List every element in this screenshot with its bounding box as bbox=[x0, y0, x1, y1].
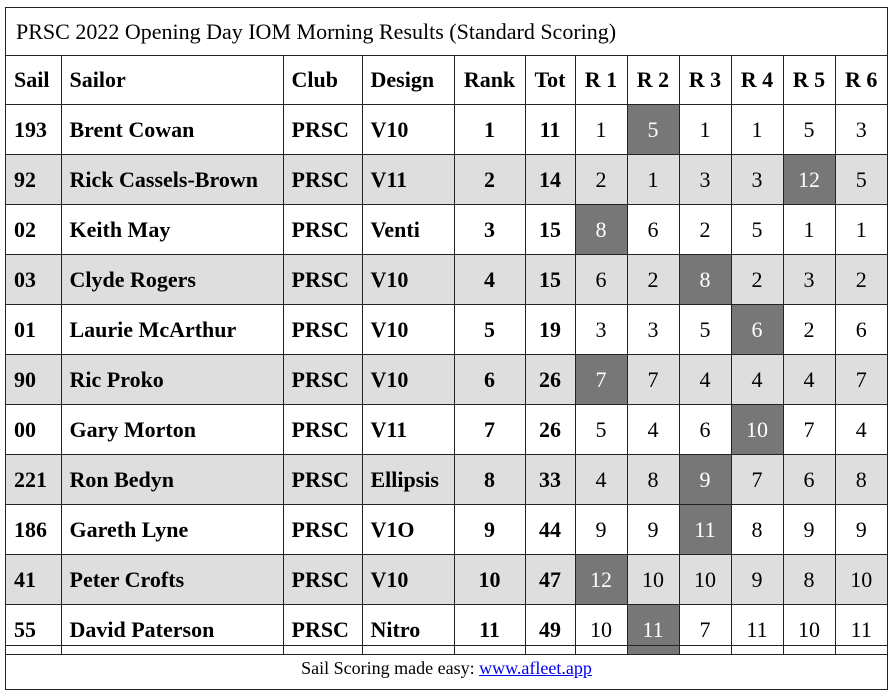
header-r1: R 1 bbox=[575, 56, 627, 105]
cell-design: V10 bbox=[362, 305, 454, 355]
header-r6: R 6 bbox=[835, 56, 887, 105]
cell-r6: 10 bbox=[835, 555, 887, 605]
cell-r1-discard: 8 bbox=[575, 205, 627, 255]
results-body bbox=[6, 105, 887, 655]
footer-link[interactable]: www.afleet.app bbox=[479, 658, 592, 678]
cell-sail: 00 bbox=[6, 405, 61, 455]
cell-sail: 03 bbox=[6, 255, 61, 305]
cell-r4: 1 bbox=[731, 105, 783, 155]
footer-text: Sail Scoring made easy: bbox=[301, 658, 475, 678]
header-sailor: Sailor bbox=[61, 56, 283, 105]
cell-r2: 2 bbox=[627, 255, 679, 305]
cell-club: PRSC bbox=[283, 455, 362, 505]
results-table bbox=[6, 56, 887, 655]
cell-sailor: David Paterson bbox=[61, 605, 283, 655]
cell-r2-discard: 11 bbox=[627, 605, 679, 655]
cell-r1: 4 bbox=[575, 455, 627, 505]
cell-r4: 5 bbox=[731, 205, 783, 255]
cell-r3-discard: 8 bbox=[679, 255, 731, 305]
cell-rank: 2 bbox=[454, 155, 525, 205]
cell-design: V10 bbox=[362, 105, 454, 155]
header-design: Design bbox=[362, 56, 454, 105]
header-r5: R 5 bbox=[783, 56, 835, 105]
cell-sailor: Clyde Rogers bbox=[61, 255, 283, 305]
cell-r4: 2 bbox=[731, 255, 783, 305]
cell-r4: 8 bbox=[731, 505, 783, 555]
cell-club: PRSC bbox=[283, 355, 362, 405]
cell-tot: 26 bbox=[525, 405, 575, 455]
cell-r4: 9 bbox=[731, 555, 783, 605]
cell-club: PRSC bbox=[283, 605, 362, 655]
cell-r3-discard: 9 bbox=[679, 455, 731, 505]
cell-rank: 11 bbox=[454, 605, 525, 655]
cell-club: PRSC bbox=[283, 155, 362, 205]
cell-rank: 6 bbox=[454, 355, 525, 405]
table-row bbox=[6, 405, 887, 455]
cell-tot: 44 bbox=[525, 505, 575, 555]
cell-r3: 3 bbox=[679, 155, 731, 205]
table-row bbox=[6, 155, 887, 205]
table-row bbox=[6, 305, 887, 355]
cell-rank: 5 bbox=[454, 305, 525, 355]
cell-rank: 10 bbox=[454, 555, 525, 605]
cell-r3: 2 bbox=[679, 205, 731, 255]
cell-r6: 4 bbox=[835, 405, 887, 455]
cell-club: PRSC bbox=[283, 105, 362, 155]
cell-club: PRSC bbox=[283, 505, 362, 555]
cell-r5: 8 bbox=[783, 555, 835, 605]
cell-r5: 10 bbox=[783, 605, 835, 655]
cell-design: Ellipsis bbox=[362, 455, 454, 505]
table-row bbox=[6, 505, 887, 555]
cell-sail: 186 bbox=[6, 505, 61, 555]
cell-rank: 9 bbox=[454, 505, 525, 555]
cell-r3: 1 bbox=[679, 105, 731, 155]
cell-r2: 9 bbox=[627, 505, 679, 555]
cell-rank: 3 bbox=[454, 205, 525, 255]
cell-rank: 1 bbox=[454, 105, 525, 155]
cell-r6: 6 bbox=[835, 305, 887, 355]
cell-club: PRSC bbox=[283, 305, 362, 355]
header-club: Club bbox=[283, 56, 362, 105]
cell-club: PRSC bbox=[283, 405, 362, 455]
cell-sailor: Gareth Lyne bbox=[61, 505, 283, 555]
cell-r6: 8 bbox=[835, 455, 887, 505]
header-r4: R 4 bbox=[731, 56, 783, 105]
cell-r5: 6 bbox=[783, 455, 835, 505]
header-r3: R 3 bbox=[679, 56, 731, 105]
cell-r3: 4 bbox=[679, 355, 731, 405]
cell-tot: 15 bbox=[525, 205, 575, 255]
cell-design: Venti bbox=[362, 205, 454, 255]
cell-design: V10 bbox=[362, 355, 454, 405]
cell-sailor: Peter Crofts bbox=[61, 555, 283, 605]
cell-sailor: Brent Cowan bbox=[61, 105, 283, 155]
cell-r1: 10 bbox=[575, 605, 627, 655]
cell-r5: 4 bbox=[783, 355, 835, 405]
cell-sail: 193 bbox=[6, 105, 61, 155]
cell-r1: 6 bbox=[575, 255, 627, 305]
cell-r5: 9 bbox=[783, 505, 835, 555]
header-sail: Sail bbox=[6, 56, 61, 105]
cell-r4-discard: 10 bbox=[731, 405, 783, 455]
cell-r5-discard: 12 bbox=[783, 155, 835, 205]
cell-r6: 3 bbox=[835, 105, 887, 155]
cell-r1: 1 bbox=[575, 105, 627, 155]
header-row bbox=[6, 56, 887, 105]
cell-r6: 11 bbox=[835, 605, 887, 655]
cell-sail: 92 bbox=[6, 155, 61, 205]
table-row bbox=[6, 455, 887, 505]
cell-tot: 49 bbox=[525, 605, 575, 655]
cell-r1: 5 bbox=[575, 405, 627, 455]
cell-sail: 41 bbox=[6, 555, 61, 605]
cell-r6: 2 bbox=[835, 255, 887, 305]
cell-r1: 2 bbox=[575, 155, 627, 205]
cell-r2: 10 bbox=[627, 555, 679, 605]
cell-r6: 7 bbox=[835, 355, 887, 405]
cell-tot: 26 bbox=[525, 355, 575, 405]
results-frame bbox=[5, 7, 888, 690]
footer bbox=[6, 645, 887, 689]
cell-tot: 19 bbox=[525, 305, 575, 355]
cell-sail: 01 bbox=[6, 305, 61, 355]
cell-sail: 221 bbox=[6, 455, 61, 505]
cell-club: PRSC bbox=[283, 205, 362, 255]
cell-rank: 4 bbox=[454, 255, 525, 305]
cell-r2: 6 bbox=[627, 205, 679, 255]
cell-r3-discard: 11 bbox=[679, 505, 731, 555]
header-tot: Tot bbox=[525, 56, 575, 105]
cell-tot: 11 bbox=[525, 105, 575, 155]
cell-design: V11 bbox=[362, 155, 454, 205]
cell-r2: 1 bbox=[627, 155, 679, 205]
cell-r1-discard: 7 bbox=[575, 355, 627, 405]
cell-sail: 02 bbox=[6, 205, 61, 255]
cell-r3: 5 bbox=[679, 305, 731, 355]
cell-design: V10 bbox=[362, 555, 454, 605]
header-r2: R 2 bbox=[627, 56, 679, 105]
cell-r2: 3 bbox=[627, 305, 679, 355]
cell-r4: 7 bbox=[731, 455, 783, 505]
cell-r4-discard: 6 bbox=[731, 305, 783, 355]
cell-r5: 7 bbox=[783, 405, 835, 455]
cell-club: PRSC bbox=[283, 555, 362, 605]
cell-tot: 14 bbox=[525, 155, 575, 205]
cell-r4: 4 bbox=[731, 355, 783, 405]
cell-r3: 6 bbox=[679, 405, 731, 455]
cell-tot: 15 bbox=[525, 255, 575, 305]
cell-r2: 8 bbox=[627, 455, 679, 505]
cell-r1: 9 bbox=[575, 505, 627, 555]
cell-r5: 3 bbox=[783, 255, 835, 305]
cell-sailor: Ric Proko bbox=[61, 355, 283, 405]
cell-design: V11 bbox=[362, 405, 454, 455]
cell-r5: 2 bbox=[783, 305, 835, 355]
table-row bbox=[6, 105, 887, 155]
table-row bbox=[6, 555, 887, 605]
cell-rank: 8 bbox=[454, 455, 525, 505]
table-row bbox=[6, 255, 887, 305]
cell-sailor: Rick Cassels-Brown bbox=[61, 155, 283, 205]
cell-r1-discard: 12 bbox=[575, 555, 627, 605]
cell-sail: 90 bbox=[6, 355, 61, 405]
cell-sailor: Gary Morton bbox=[61, 405, 283, 455]
cell-r2: 7 bbox=[627, 355, 679, 405]
cell-design: Nitro bbox=[362, 605, 454, 655]
cell-sailor: Laurie McArthur bbox=[61, 305, 283, 355]
cell-r3: 7 bbox=[679, 605, 731, 655]
cell-sailor: Ron Bedyn bbox=[61, 455, 283, 505]
cell-rank: 7 bbox=[454, 405, 525, 455]
cell-r5: 5 bbox=[783, 105, 835, 155]
table-row bbox=[6, 355, 887, 405]
cell-r2-discard: 5 bbox=[627, 105, 679, 155]
header-rank: Rank bbox=[454, 56, 525, 105]
cell-r2: 4 bbox=[627, 405, 679, 455]
cell-club: PRSC bbox=[283, 255, 362, 305]
cell-tot: 47 bbox=[525, 555, 575, 605]
cell-tot: 33 bbox=[525, 455, 575, 505]
cell-design: V10 bbox=[362, 255, 454, 305]
page-title: PRSC 2022 Opening Day IOM Morning Results (Standard Scoring) bbox=[6, 8, 887, 56]
cell-r4: 3 bbox=[731, 155, 783, 205]
cell-r6: 5 bbox=[835, 155, 887, 205]
cell-design: V1O bbox=[362, 505, 454, 555]
cell-r5: 1 bbox=[783, 205, 835, 255]
cell-r3: 10 bbox=[679, 555, 731, 605]
table-row bbox=[6, 205, 887, 255]
cell-r6: 1 bbox=[835, 205, 887, 255]
cell-r6: 9 bbox=[835, 505, 887, 555]
cell-r4: 11 bbox=[731, 605, 783, 655]
cell-sailor: Keith May bbox=[61, 205, 283, 255]
cell-r1: 3 bbox=[575, 305, 627, 355]
cell-sail: 55 bbox=[6, 605, 61, 655]
